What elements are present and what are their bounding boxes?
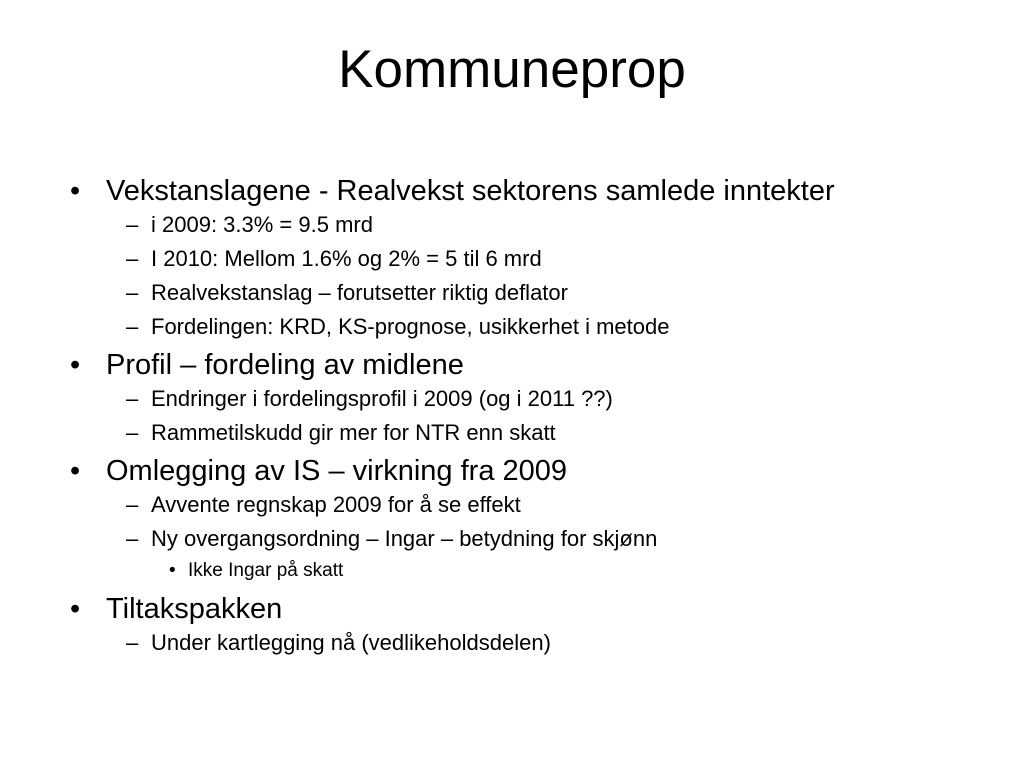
bullet-item bbox=[68, 454, 998, 492]
sub-bullet-item bbox=[68, 526, 998, 560]
sub-bullet-text: Realvekstanslag – forutsetter riktig deflator bbox=[151, 280, 568, 305]
sub-bullet-text: i 2009: 3.3% = 9.5 mrd bbox=[151, 212, 373, 237]
sub-bullet-item bbox=[68, 492, 998, 526]
dash-icon: – bbox=[126, 386, 139, 411]
slide-body bbox=[68, 174, 998, 664]
sub-bullet-item bbox=[68, 246, 998, 280]
bullet-icon: • bbox=[70, 175, 81, 207]
sub-bullet-text: I 2010: Mellom 1.6% og 2% = 5 til 6 mrd bbox=[151, 246, 542, 271]
sub-sub-bullet-item bbox=[68, 560, 998, 592]
bullet-icon: • bbox=[70, 349, 81, 381]
dash-icon: – bbox=[126, 630, 139, 655]
dash-icon: – bbox=[126, 420, 139, 445]
dash-icon: – bbox=[126, 280, 139, 305]
bullet-text: Tiltakspakken bbox=[106, 593, 283, 625]
sub-bullet-text: Under kartlegging nå (vedlikeholdsdelen) bbox=[151, 630, 551, 655]
sub-bullet-text: Endringer i fordelingsprofil i 2009 (og i 2011 ??) bbox=[151, 386, 613, 411]
sub-bullet-text: Avvente regnskap 2009 for å se effekt bbox=[151, 492, 521, 517]
slide-title: Kommuneprop bbox=[338, 40, 686, 99]
bullet-icon: • bbox=[70, 455, 81, 487]
sub-bullet-item bbox=[68, 280, 998, 314]
dash-icon: – bbox=[126, 314, 139, 339]
bullet-item bbox=[68, 174, 998, 212]
sub-bullet-item bbox=[68, 630, 998, 664]
dash-icon: – bbox=[126, 526, 139, 551]
dash-icon: – bbox=[126, 246, 139, 271]
sub-bullet-item bbox=[68, 386, 998, 420]
bullet-text: Profil – fordeling av midlene bbox=[106, 349, 464, 381]
bullet-text: Vekstanslagene - Realvekst sektorens samlede inntekter bbox=[106, 175, 835, 207]
dash-icon: – bbox=[126, 492, 139, 517]
sub-bullet-item bbox=[68, 212, 998, 246]
sub-bullet-text: Fordelingen: KRD, KS-prognose, usikkerhet i metode bbox=[151, 314, 670, 339]
bullet-item bbox=[68, 592, 998, 630]
sub-bullet-text: Rammetilskudd gir mer for NTR enn skatt bbox=[151, 420, 556, 445]
bullet-item bbox=[68, 348, 998, 386]
sub-sub-bullet-text: Ikke Ingar på skatt bbox=[188, 560, 344, 581]
bullet-icon: • bbox=[169, 560, 176, 581]
sub-bullet-item bbox=[68, 314, 998, 348]
bullet-text: Omlegging av IS – virkning fra 2009 bbox=[106, 455, 568, 487]
sub-bullet-item bbox=[68, 420, 998, 454]
sub-bullet-text: Ny overgangsordning – Ingar – betydning for skjønn bbox=[151, 526, 658, 551]
dash-icon: – bbox=[126, 212, 139, 237]
bullet-icon: • bbox=[70, 593, 81, 625]
